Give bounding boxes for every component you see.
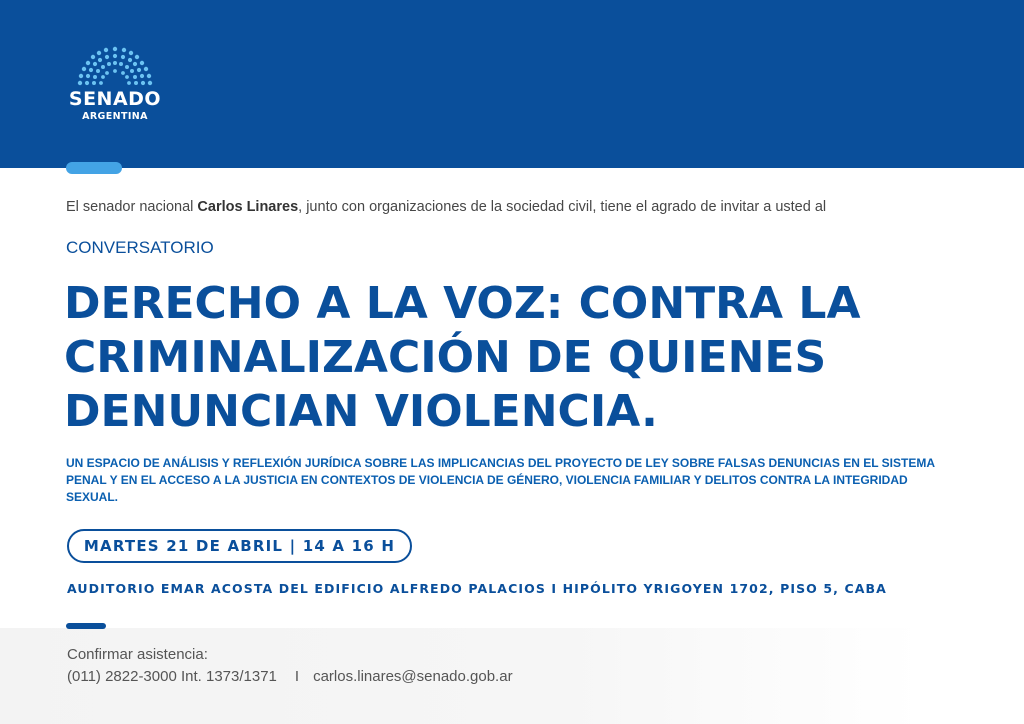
- event-description: UN ESPACIO DE ANÁLISIS Y REFLEXIÓN JURÍDICA SOBRE LAS IMPLICANCIAS DEL PROYECTO DE LEY SOBRE FALSAS DENUNCIAS EN EL SISTEMA PENAL Y EN EL ACCESO A LA JUSTICIA EN CONTEXTOS DE VIOLENCIA DE GÉNERO, VIOLENCIA FAMILIAR Y DELITOS CONTRA LA INTEGRIDAD SEXUAL.: [66, 456, 935, 504]
- accent-pill: [66, 162, 122, 174]
- event-title: [64, 277, 964, 439]
- title-line-2: CRIMINALIZACIÓN DE QUIENES: [64, 332, 827, 383]
- senado-logo: [60, 44, 170, 124]
- venue-address: AUDITORIO EMAR ACOSTA DEL EDIFICIO ALFREDO PALACIOS I HIPÓLITO YRIGOYEN 1702, PISO 5, CABA: [67, 581, 887, 596]
- rsvp-phone: (011) 2822-3000 Int. 1373/1371: [67, 668, 277, 685]
- rsvp-separator: I: [294, 668, 300, 685]
- footer-dash: [66, 623, 106, 629]
- event-type: CONVERSATORIO: [66, 238, 214, 257]
- date-time-badge: MARTES 21 DE ABRIL | 14 A 16 H: [67, 529, 412, 563]
- logo-subtitle: ARGENTINA: [82, 111, 148, 122]
- rsvp-contact: [67, 668, 513, 685]
- header-banner: [0, 0, 1024, 168]
- invitation-intro: [66, 199, 826, 215]
- logo-name: SENADO: [68, 88, 162, 110]
- intro-after: , junto con organizaciones de la sociedad civil, tiene el agrado de invitar a usted al: [298, 199, 827, 215]
- hemicycle-icon: [74, 44, 156, 86]
- title-line-3: DENUNCIAN VIOLENCIA.: [64, 386, 658, 437]
- rsvp-email[interactable]: carlos.linares@senado.gob.ar: [313, 668, 513, 685]
- intro-before: El senador nacional: [66, 199, 198, 215]
- rsvp-label: Confirmar asistencia:: [67, 646, 208, 663]
- title-line-1: DERECHO A LA VOZ: CONTRA LA: [64, 278, 861, 329]
- senator-name: Carlos Linares: [197, 199, 299, 215]
